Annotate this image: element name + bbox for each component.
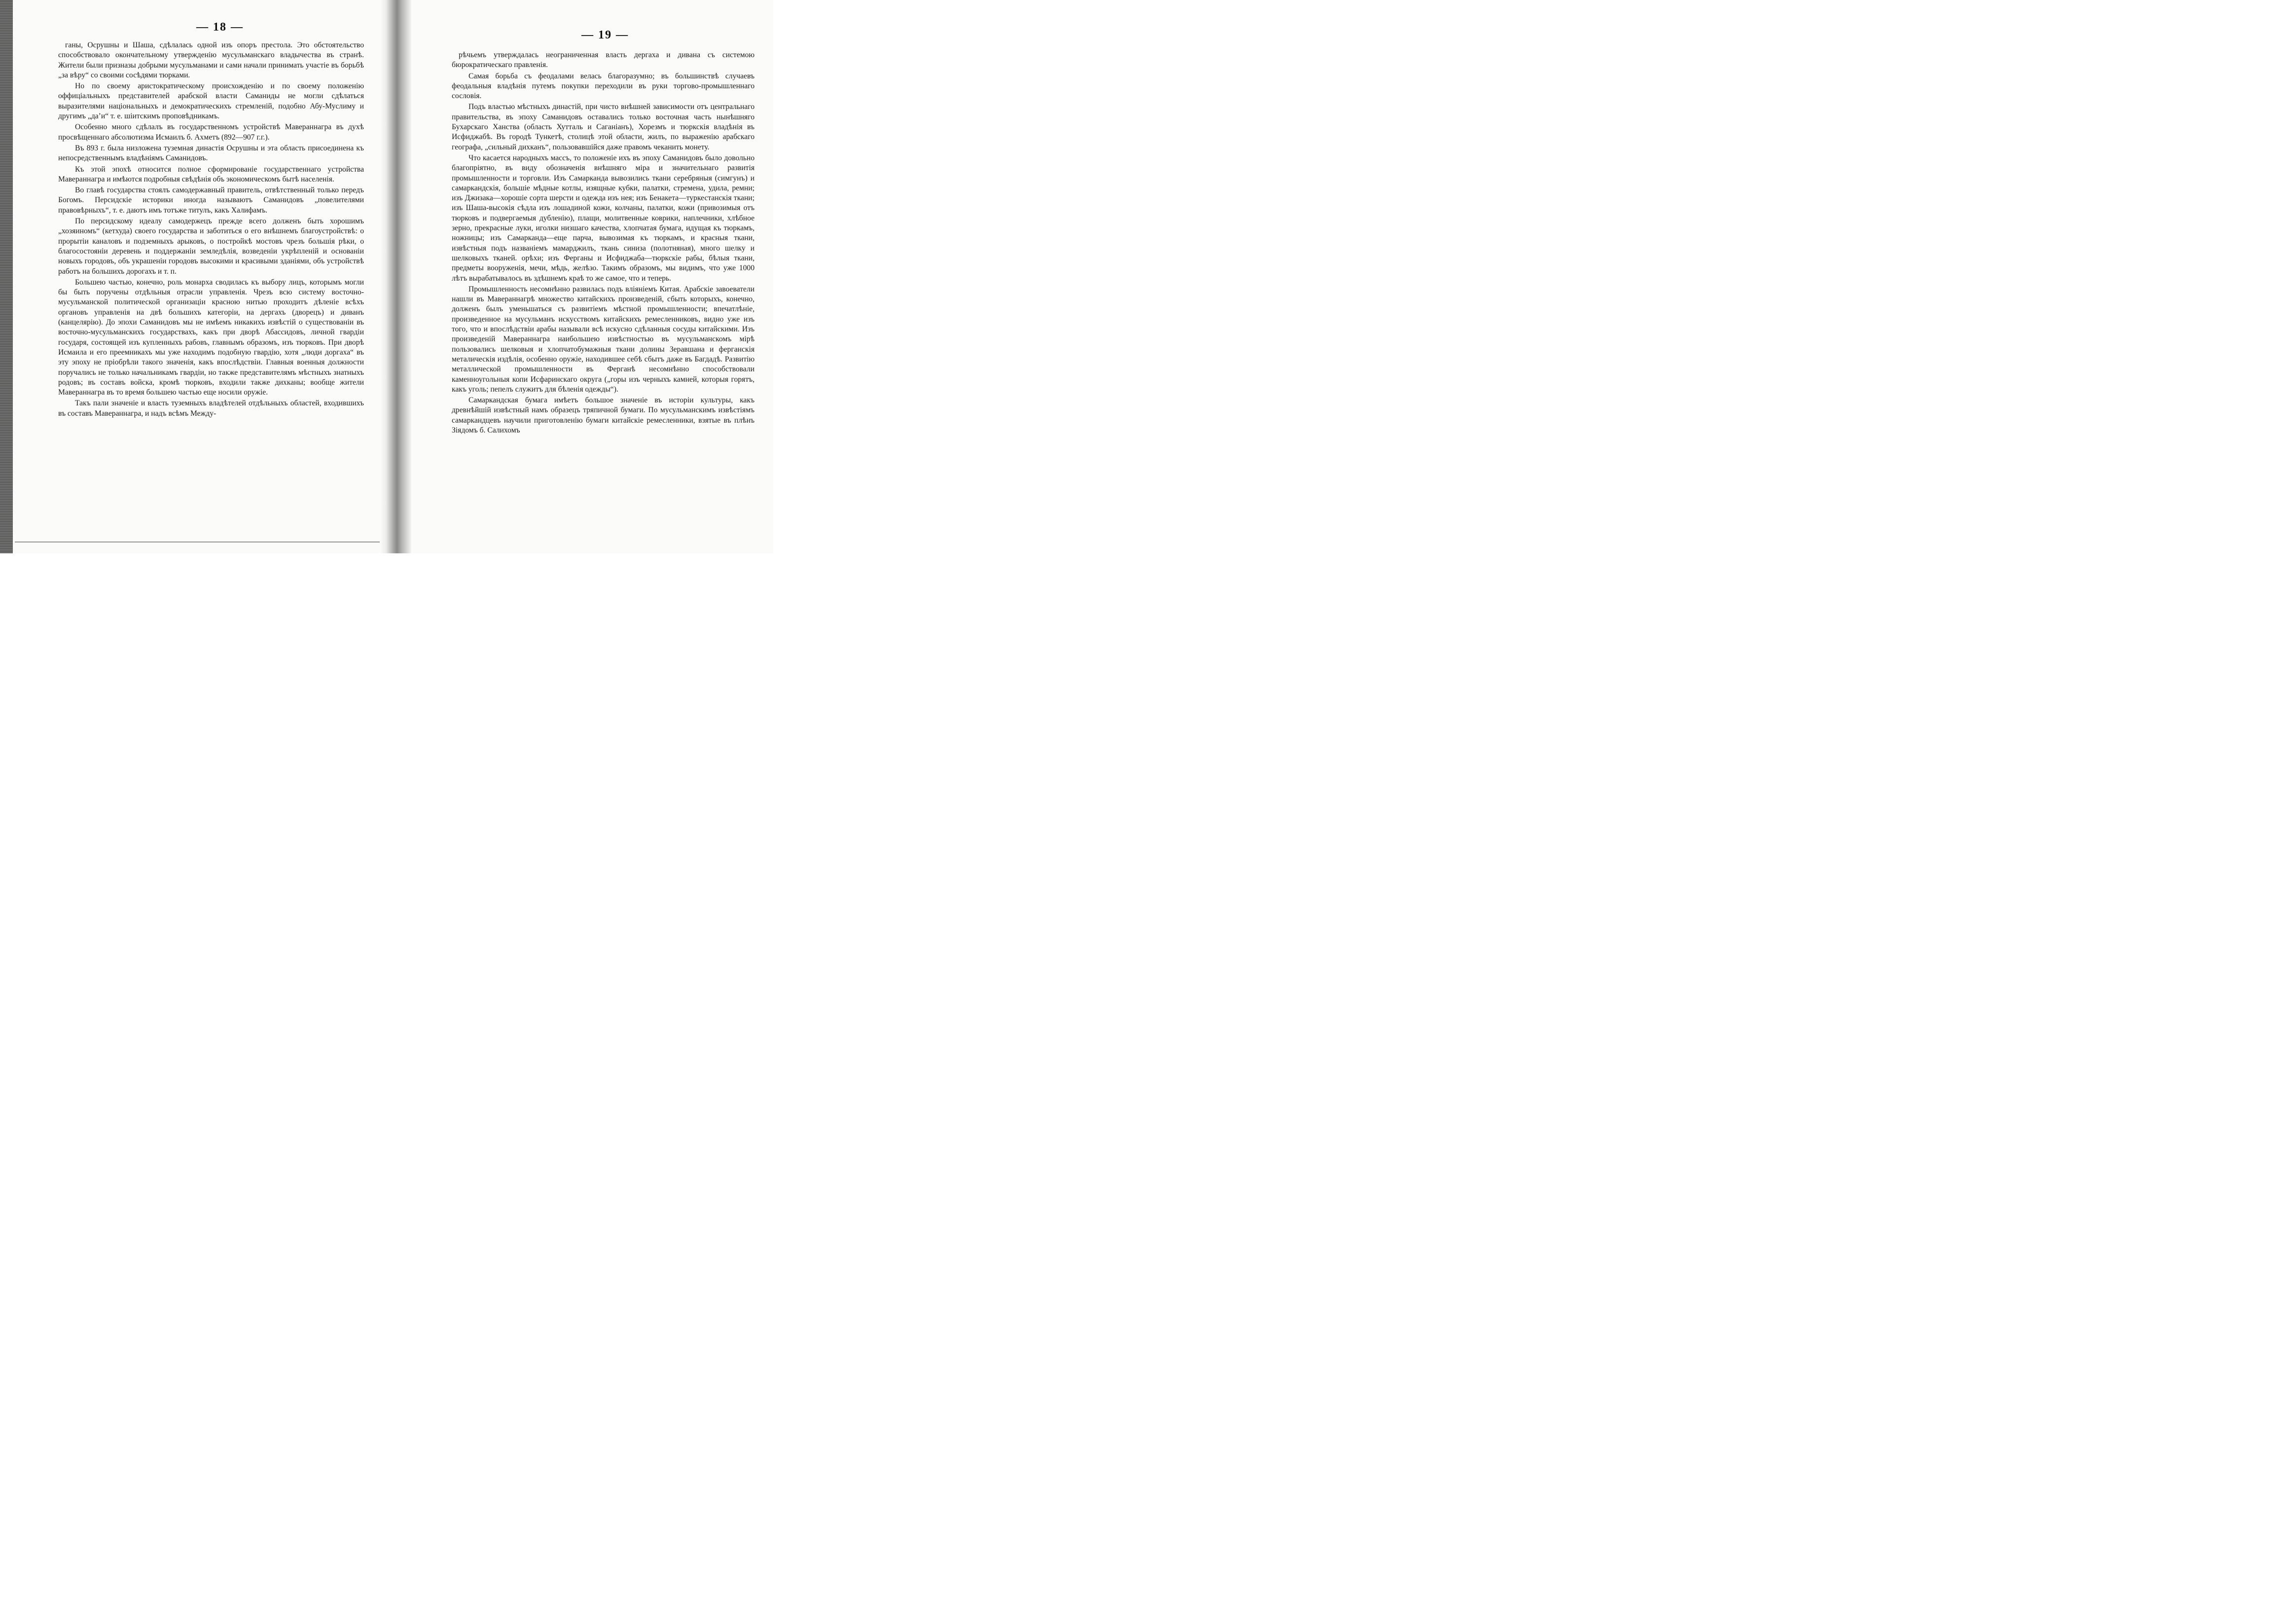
right-paragraph-5: Промышленность несомнѣнно развилась подъ вліяніемъ Китая. Арабскіе завоеватели нашли въ Мавераннагрѣ множество китайскихъ произведеній, сбыть которыхъ, конечно, долженъ былъ уменьшаться съ развитіемъ мѣстной промышленности; впечатлѣніе, произведенное на мусульманъ искусствомъ китайскихъ ремесленниковъ, видно уже изъ того, что и впослѣдствіи арабы называли всѣ искусно сдѣланныя сосуды китайскими. Изъ произведеній Мавераннагра наибольшею извѣстностью въ мусульманскомъ мірѣ пользовались шелковыя и хлопчатобумажныя ткани долины Зеравшана и ферганскія металическія издѣлія, особенно оружіе, находившее себѣ сбытъ даже въ Багдадѣ. Развитію металлической промышленности въ Ферганѣ несомнѣнно способствовали каменноугольныя копи Исфаринскаго округа („горы изъ черныхъ камней, которыя горятъ, какъ уголь; пепелъ служитъ для бѣленія одежды“). [452,285,755,394]
left-paragraph-2: Но по своему аристократическому происхожденію и по своему положенію оффиціальныхъ представителей арабской власти Саманиды не могли сдѣлаться выразителями національныхъ и демократическихъ стремленій, подобно Абу-Муслиму и другимъ „да’и“ т. е. шіитскимъ проповѣдникамъ. [58,82,364,121]
right-paragraph-1: рѣчьемъ утверждалась неограниченная власть дергаха и дивана съ системою бюрократическаго правленія. [452,51,755,70]
left-paragraph-3: Особенно много сдѣлалъ въ государственномъ устройствѣ Мавераннагра въ духѣ просвѣщеннаго абсолютизма Исмаилъ б. Ахметъ (892—907 г.г.). [58,123,364,142]
right-paragraph-6: Самаркандская бумага имѣетъ большое значеніе въ исторіи культуры, какъ древнѣйшій извѣстный намъ образецъ тряпичной бумаги. По мусульманскимъ извѣстіямъ самаркандцевъ научили приготовленію бумаги китайскіе ремесленники, взятые въ плѣнъ Зіядомъ б. Салихомъ [452,396,755,434]
left-page-bottom-edge [15,541,380,542]
left-page-number: — 18 — [196,21,244,34]
right-page-text [452,50,755,436]
left-paragraph-7: По персидскому идеалу самодержецъ прежде всего долженъ быть хорошимъ „хозяиномъ“ (кетхуда) своего государства и заботиться о его внѣшнемъ благоустройствѣ: о прорытіи каналовъ и подземныхъ арыковъ, о постройкѣ мостовъ чрезъ большія рѣки, о благосостояніи деревень и поддержаніи земледѣлія, возведеніи укрѣпленій и основаніи новыхъ городовъ, объ украшеніи городовъ высокими и красивыми зданіями, объ устройствѣ работъ на большихъ дорогахъ и т. п. [58,217,364,276]
left-page [0,0,387,553]
right-page [387,0,773,553]
right-paragraph-2: Самая борьба съ феодалами велась благоразумно; въ большинствѣ случаевъ феодальныя владѣнія путемъ покупки переходили въ руки торгово-промышленнаго сословія. [452,72,755,101]
left-paragraph-1: ганы, Осрушны и Шаша, сдѣлалась одной изъ опоръ престола. Это обстоятельство способствовало окончательному утвержденію мусульманскаго владычества въ странѣ. Жители были призназы добрыми мусульманами и сами начали принимать участіе въ борьбѣ „за вѣру“ со своими сосѣдями тюрками. [58,41,364,79]
right-paragraph-4: Что касается народныхъ массъ, то положеніе ихъ въ эпоху Саманидовъ было довольно благопріятно, въ виду обозначенія внѣшняго міра и значительнаго развитія промышленности и торговли. Изъ Самарканда вывозились ткани серебряныя (симгунъ) и самаркандскія, большіе мѣдные котлы, изящные кубки, палатки, стремена, удила, ремни; изъ Джизака—хорошіе сорта шерсти и одежда изъ нея; изъ Бенакета—туркестанскія ткани; изъ Шаша-высокія сѣдла изъ лошадиной кожи, колчаны, палатки, кожи (привозимыя отъ тюрковъ и подвергаемыя дубленію), плащи, молитвенные коврики, наплечники, хлѣбное зерно, прекрасные луки, иголки низшаго качества, хлопчатая бумага, идущая къ тюркамъ, ножницы; изъ Самарканда—еще парча, вывозимая къ тюркамъ, и красныя ткани, извѣстныя подъ названіемъ мамарджилъ, ткань синиза (полотняная), много шелку и шелковыхъ тканей. орѣхи; изъ Ферганы и Исфиджаба—тюркскіе рабы, бѣлыя ткани, предметы вооруженія, мечи, мѣдь, желѣзо. Такимъ образомъ, мы видимъ, что уже 1000 лѣтъ вырабатывалось въ здѣшнемъ краѣ то же самое, что и теперь. [452,153,755,283]
left-paragraph-4: Въ 893 г. была низложена туземная династія Осрушны и эта область присоединена къ непосредственнымъ владѣніямъ Саманидовъ. [58,144,364,163]
left-paragraph-9: Такъ пали значеніе и власть туземныхъ владѣтелей отдѣльныхъ областей, входившихъ въ составъ Мавераннагра, и надъ всѣмъ Между- [58,399,364,418]
left-paragraph-8: Большею частью, конечно, роль монарха сводилась къ выбору лицъ, которымъ могли бы быть поручены отдѣльныя отрасли управленія. Чрезъ всю систему восточно-мусульманской политической организаціи красною нитью проходитъ дѣленіе всѣхъ органовъ управленія на двѣ большихъ категоріи, на дергахъ (дворецъ) и диванъ (канцелярію). До эпохи Саманидовъ мы не имѣемъ никакихъ извѣстій о существованіи въ восточно-мусульманскихъ государствахъ, какъ при дворѣ Абассидовъ, личной гвардіи государя, состоящей изъ купленныхъ рабовъ, главнымъ образомъ, изъ тюрковъ. При дворѣ Исмаила и его преемникахъ мы уже находимъ подобную гвардію, хотя „люди доргаха“ въ эту эпоху не пріобрѣли такого значенія, какъ впослѣдствіи. Главныя военныя должности поручались не только начальникамъ гвардіи, но также представителямъ мѣстныхъ знатныхъ родовъ; въ составъ войска, кромѣ тюрковъ, входили также дихканы; вообще жители Мавераннагра въ то время большею частью еще носили оружіе. [58,278,364,397]
right-page-number: — 19 — [581,29,629,41]
left-page-text [58,40,364,420]
right-paragraph-3: Подъ властью мѣстныхъ династій, при чисто внѣшней зависимости отъ центральнаго правительства, въ эпоху Саманидовъ оставались только восточная часть нынѣшняго Бухарскаго Ханства (область Хутталь и Саганіанъ), Хорезмъ и тюркскія владѣнія въ Исфиджабѣ. Въ городѣ Тункетѣ, столицѣ этой области, жилъ, по выраженію арабскаго географа, „сильный дихканъ“, пользовавшійся даже правомъ чеканить монету. [452,103,755,151]
book-spread [0,0,773,553]
left-paragraph-6: Во главѣ государства стоялъ самодержавный правитель, отвѣтственный только передъ Богомъ. Персидскіе историки иногда называютъ Саманидовъ „повелителями правовѣрныхъ“, т. е. даютъ имъ тотъже титулъ, какъ Халифамъ. [58,186,364,215]
left-page-edge [0,0,13,553]
left-paragraph-5: Къ этой эпохѣ относится полное сформированіе государственнаго устройства Мавераннагра и имѣются подробныя свѣдѣнія объ экономическомъ бытѣ населенія. [58,165,364,183]
